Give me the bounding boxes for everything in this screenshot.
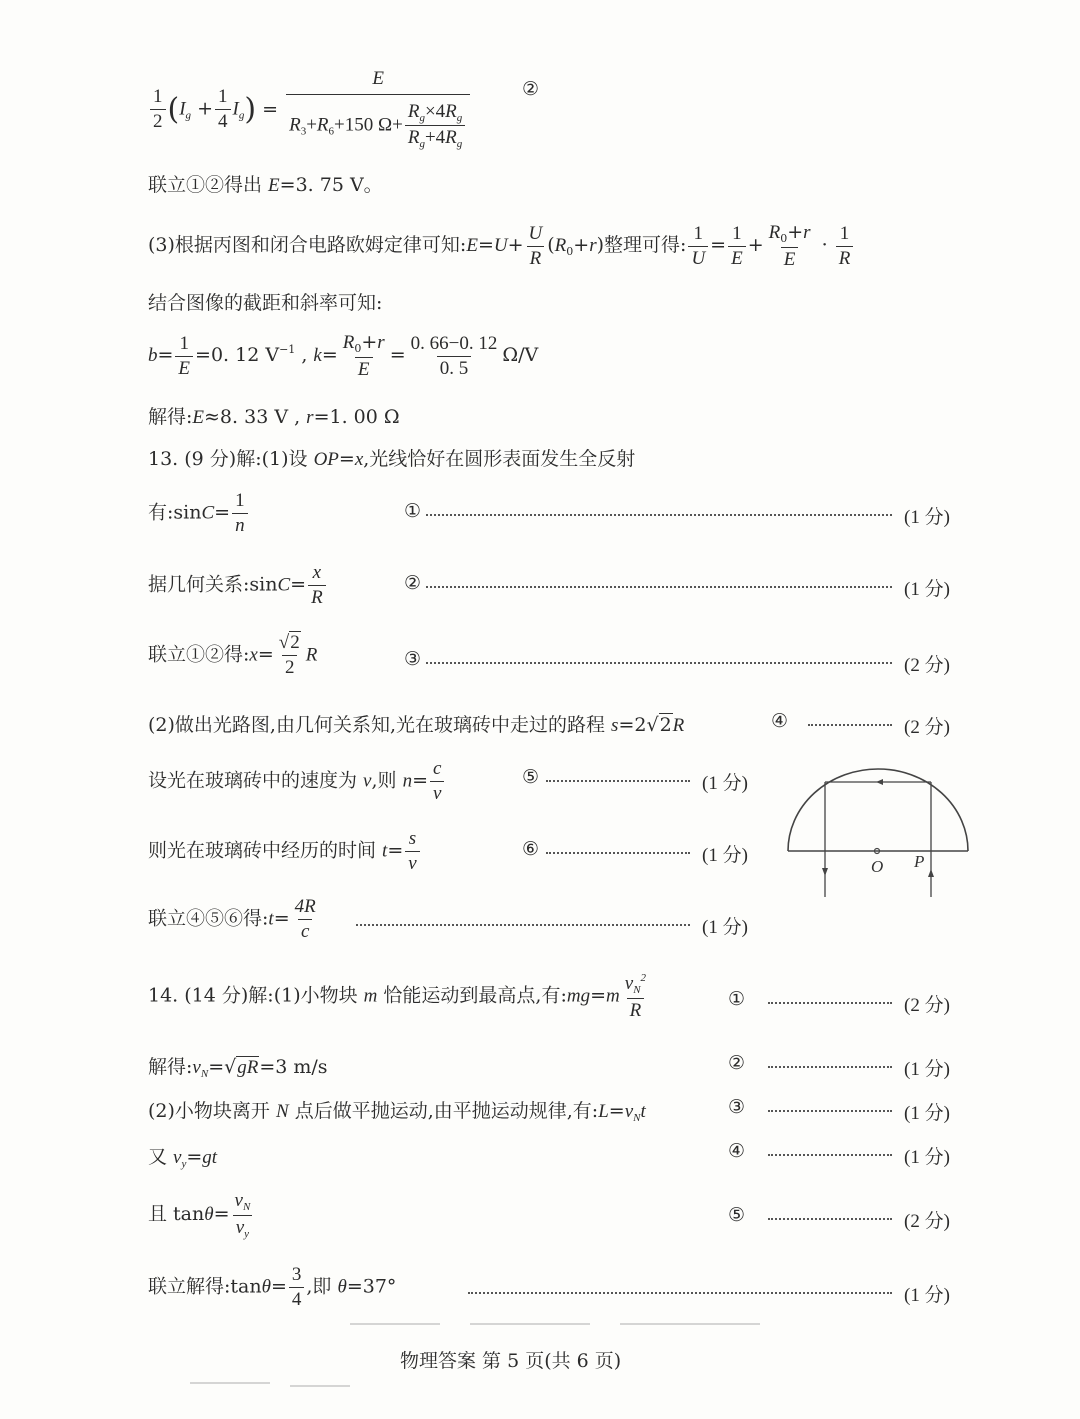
q13-score-2: (1 分) <box>904 579 950 600</box>
q13-step-1: 有:sinC= $\frac{1}{n}$ <box>148 490 250 537</box>
q14-marker-4: ④ <box>728 1140 746 1162</box>
q14-score-3: (1 分) <box>904 1103 950 1124</box>
q13-step-4: (2)做出光路图,由几何关系知,光在玻璃砖中走过的路程 s=2√2R <box>148 714 685 736</box>
q14-score-4: (1 分) <box>904 1147 950 1168</box>
equation-2: $\frac{1}{2}$ ($I_g$ + $\frac{1}{4}$ $I_g$) = E $R_3+R_6+150$ Ω+ $\frac{R_g\times 4R_g}{R_g+4R_g}$ <box>148 68 472 151</box>
equation-marker-2: ② <box>522 78 540 100</box>
q13-score-6: (1 分) <box>702 845 748 866</box>
q13-step-2: 据几何关系:sinC= $\frac{x}{R}$ <box>148 562 328 609</box>
part3-line: (3)根据丙图和闭合电路欧姆定律可知:E=U+ $\frac{U}{R}$ $(R_0+r)$整理可得: $\frac{1}{U}$ = $\frac{1}{E}$ + $\frac{R_0+r}{E}$ · $\frac{1}{R}$ <box>148 222 855 270</box>
q14-marker-3: ③ <box>728 1096 746 1118</box>
arrow-down-icon <box>822 868 828 876</box>
q14-leader-1 <box>768 1002 892 1004</box>
q14-score-2: (1 分) <box>904 1059 950 1080</box>
q13-marker-3: ③ <box>404 648 422 670</box>
result-E-3-75: 联立①②得出 E=3. 75 V。 <box>148 174 383 196</box>
scan-artifact <box>290 1385 350 1387</box>
q13-score-4: (2 分) <box>904 717 950 738</box>
q13-leader-5 <box>546 780 690 782</box>
q14-leader-2 <box>768 1066 892 1068</box>
solve-E-r: 解得:E≈8. 33 V , r=1. 00 Ω <box>148 406 400 428</box>
q13-score-1: (1 分) <box>904 507 950 528</box>
scan-artifact <box>620 1323 760 1325</box>
q14-leader-5 <box>768 1218 892 1220</box>
q14-score-1: (2 分) <box>904 995 950 1016</box>
q13-marker-4: ④ <box>771 710 789 732</box>
q13-marker-5: ⑤ <box>522 766 540 788</box>
q13-marker-6: ⑥ <box>522 838 540 860</box>
scan-artifact <box>350 1323 440 1325</box>
q14-step-2: 解得$:v_N=√gR=3$ m/s <box>148 1056 328 1080</box>
q13-score-5: (1 分) <box>702 773 748 794</box>
q13-leader-3 <box>426 662 892 664</box>
svg-text:O: O <box>871 857 884 876</box>
q13-leader-4 <box>808 724 892 726</box>
q13-score-7: (1 分) <box>702 917 748 938</box>
q13-step-7: 联立④⑤⑥得:t= $\frac{4R}{c}$ <box>148 896 316 942</box>
arrow-up-icon <box>928 869 934 877</box>
q14-leader-4 <box>768 1154 892 1156</box>
q13-step-6: 则光在玻璃砖中经历的时间 t= $\frac{s}{v}$ <box>148 828 422 875</box>
q13-score-3: (2 分) <box>904 655 950 676</box>
q14-leader-6 <box>468 1292 892 1294</box>
q13-step-5: 设光在玻璃砖中的速度为 v,则 n= $\frac{c}{v}$ <box>148 758 446 805</box>
q14-marker-2: ② <box>728 1052 746 1074</box>
q14-marker-5: ⑤ <box>728 1204 746 1226</box>
q14-score-5: (2 分) <box>904 1211 950 1232</box>
q14-score-6: (1 分) <box>904 1285 950 1306</box>
light-path-diagram <box>780 755 980 905</box>
q14-step-5: 且 tanθ= $\frac{v_N}{v_y}$ <box>148 1190 251 1240</box>
q14-marker-1: ① <box>728 988 746 1010</box>
q14-step-6: 联立解得:tanθ= $\frac{3}{4}$ ,即 θ=37° <box>148 1264 397 1310</box>
graph-intercept-line: 结合图像的截距和斜率可知: <box>148 292 383 314</box>
scan-artifact <box>470 1323 590 1325</box>
svg-text:P: P <box>914 852 925 871</box>
q14-step-1: 14. (14 分)解:(1)小物块 m 恰能运动到最高点,有:mg=m $\frac{v_N^2}{R}$ <box>148 972 647 1021</box>
q14-leader-3 <box>768 1110 892 1112</box>
arrow-left-icon <box>876 779 883 785</box>
q14-step-4: 又 $v_y=gt$ <box>148 1146 218 1170</box>
b-k-line: b= $\frac{1}{E}$ =0. 12 $V^{-1}$ , k= $\frac{R_0+r}{E}$ = $\frac{0. 66-0. 12}{0. 5}$ Ω/V <box>148 331 539 380</box>
q13-marker-1: ① <box>404 500 422 522</box>
q13-leader-1 <box>426 514 892 516</box>
scan-artifact <box>190 1382 270 1384</box>
q13-header: 13. (9 分)解:(1)设 OP=x,光线恰好在圆形表面发生全反射 <box>148 448 636 470</box>
q13-step-3: 联立①②得:x= $\frac{√2}{2}$ R <box>148 632 318 678</box>
page-footer: 物理答案 第 5 页(共 6 页) <box>400 1350 622 1372</box>
q13-marker-2: ② <box>404 572 422 594</box>
q13-leader-6 <box>546 852 690 854</box>
q13-leader-2 <box>426 586 892 588</box>
q14-step-3: (2)小物块离开 N 点后做平抛运动,由平抛运动规律,有$:L=v_Nt$ <box>148 1100 646 1124</box>
q13-leader-7 <box>356 924 690 926</box>
